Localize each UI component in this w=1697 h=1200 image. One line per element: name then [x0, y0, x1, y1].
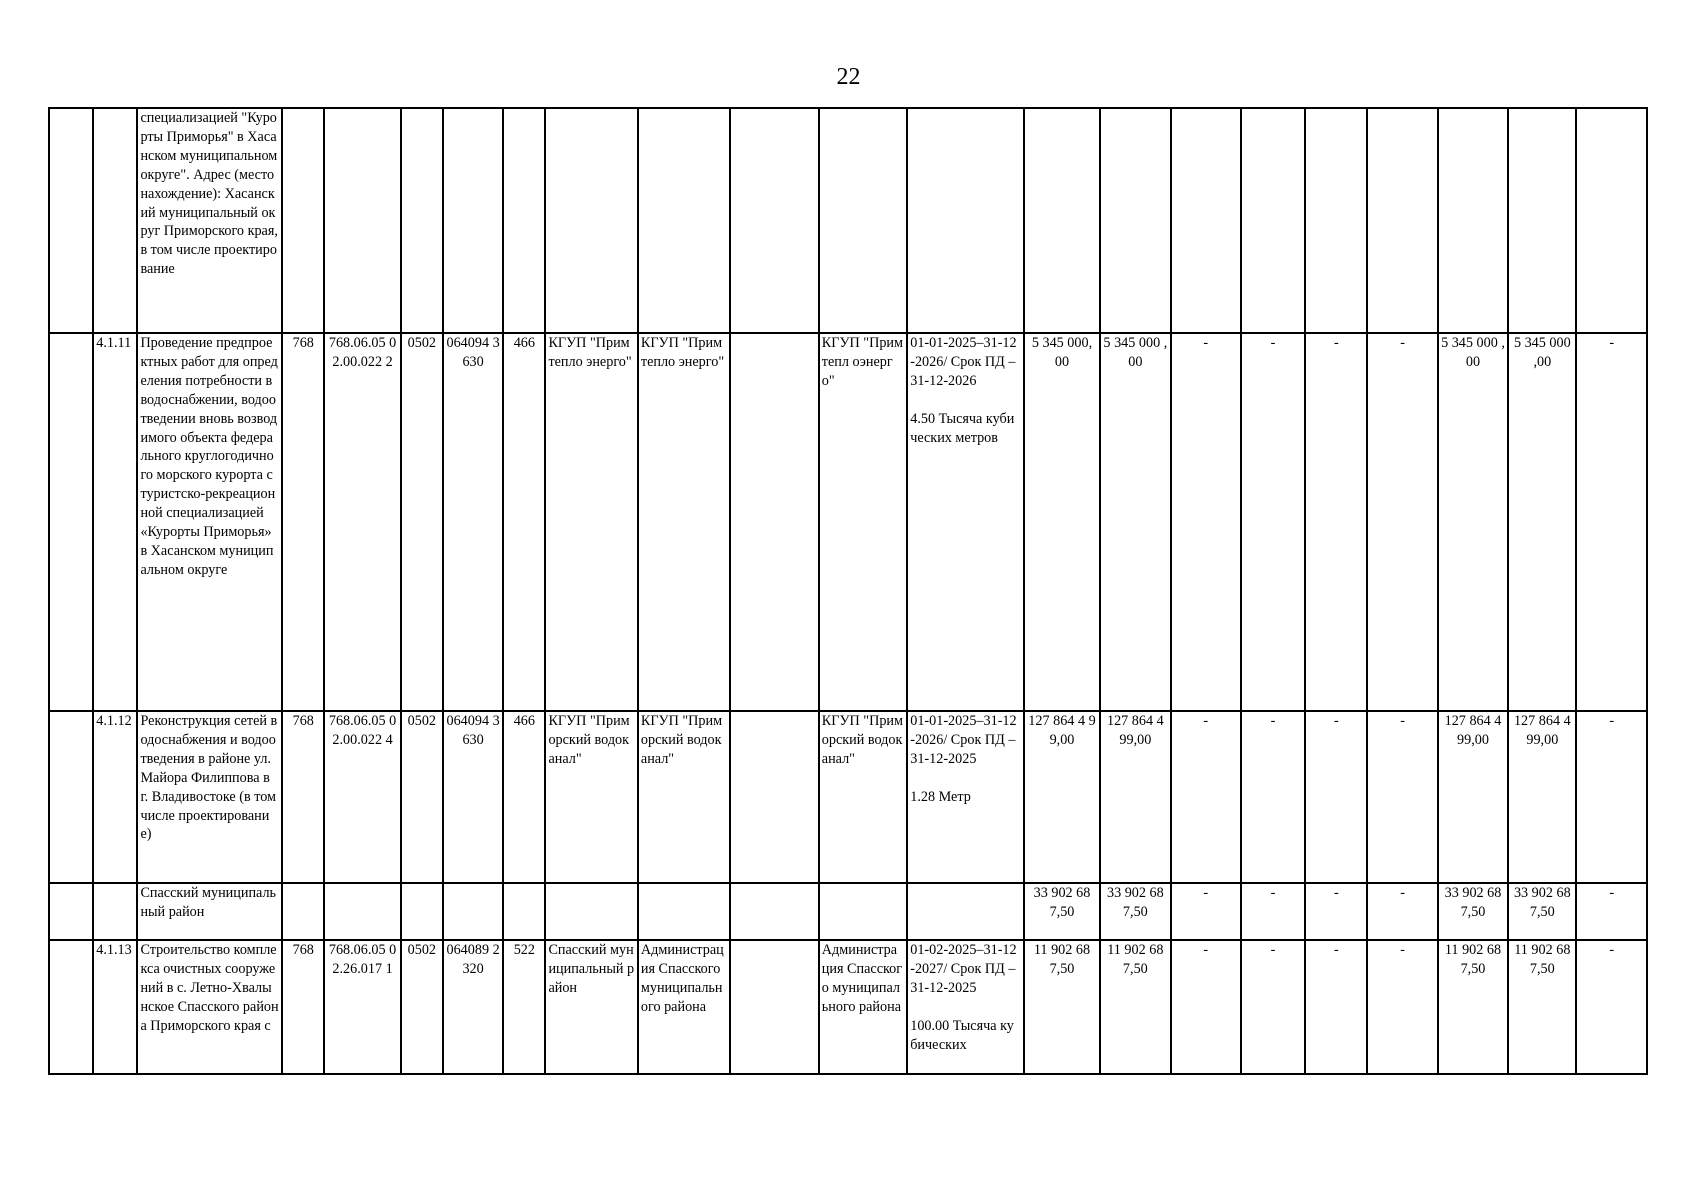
section-code: 0502 — [401, 333, 443, 711]
recipient — [545, 108, 637, 333]
customer: КГУП "Примтепло энерго" — [638, 333, 730, 711]
value-cell: - — [1576, 883, 1647, 940]
measure-name: Проведение предпроектных работ для определения потребности в водоснабжении, водоотведении вновь возводимого объекта федерального круглогодичного морского курорта с туристско-рекреационной специализацией «Курорты Приморья» в Хасанском муниципальном округе — [137, 333, 282, 711]
customer: КГУП "Приморский водоканал" — [638, 711, 730, 883]
measure-name: Строительство комплекса очистных сооружений в с. Летно-Хвалынское Спасского района Приморского края с — [137, 940, 282, 1074]
page-number: 22 — [836, 64, 861, 90]
program-table — [48, 107, 1648, 1075]
total-cost: 33 902 68 7,50 — [1024, 883, 1100, 940]
developer: КГУП "Приморский водоканал" — [819, 711, 907, 883]
recipient: КГУП "Примтепло энерго" — [545, 333, 637, 711]
value-cell: - — [1241, 333, 1305, 711]
extra-cell — [730, 940, 818, 1074]
value-cell — [1508, 108, 1576, 333]
terms-capacity: 01-02-2025–31-12-2027/ Срок ПД – 31-12-2025 100.00 Тысяча кубических — [907, 940, 1024, 1074]
value-cell: - — [1367, 883, 1437, 940]
expense-type: 466 — [503, 333, 545, 711]
value-cell: - — [1171, 940, 1241, 1074]
row-blank-cell — [49, 108, 93, 333]
row-blank-cell — [49, 940, 93, 1074]
target-article — [443, 883, 503, 940]
row-number: 4.1.12 — [93, 711, 137, 883]
section-code — [401, 108, 443, 333]
cost-value: 127 864 4 99,00 — [1100, 711, 1170, 883]
value-cell: 11 902 68 7,50 — [1438, 940, 1508, 1074]
value-cell: - — [1171, 883, 1241, 940]
value-cell: - — [1305, 940, 1367, 1074]
developer — [819, 108, 907, 333]
target-article: 064094 3630 — [443, 333, 503, 711]
value-cell: - — [1171, 711, 1241, 883]
expense-type — [503, 108, 545, 333]
expense-type: 466 — [503, 711, 545, 883]
target-article: 064089 2320 — [443, 940, 503, 1074]
value-cell: 11 902 68 7,50 — [1508, 940, 1576, 1074]
grbs-code — [282, 108, 324, 333]
value-cell: 33 902 68 7,50 — [1508, 883, 1576, 940]
value-cell — [1241, 108, 1305, 333]
row-number: 4.1.13 — [93, 940, 137, 1074]
expense-type — [503, 883, 545, 940]
value-cell: 5 345 000 ,00 — [1508, 333, 1576, 711]
recipient: КГУП "Приморский водоканал" — [545, 711, 637, 883]
total-cost — [1024, 108, 1100, 333]
extra-cell — [730, 711, 818, 883]
value-cell: - — [1305, 333, 1367, 711]
measure-name: Реконструкция сетей водоснабжения и водоотведения в районе ул. Майора Филиппова в г. Владивостоке (в том числе проектирование) — [137, 711, 282, 883]
value-cell: - — [1576, 333, 1647, 711]
value-cell — [1305, 108, 1367, 333]
developer — [819, 883, 907, 940]
object-code: 768.06.05 02.26.017 1 — [324, 940, 400, 1074]
table-row — [49, 333, 1647, 711]
value-cell: 33 902 68 7,50 — [1438, 883, 1508, 940]
cost-value: 11 902 68 7,50 — [1100, 940, 1170, 1074]
value-cell: 127 864 4 99,00 — [1438, 711, 1508, 883]
terms-capacity — [907, 883, 1024, 940]
section-code: 0502 — [401, 940, 443, 1074]
value-cell: - — [1367, 940, 1437, 1074]
recipient — [545, 883, 637, 940]
customer — [638, 108, 730, 333]
value-cell: - — [1171, 333, 1241, 711]
value-cell: 5 345 000 ,00 — [1438, 333, 1508, 711]
value-cell: - — [1241, 711, 1305, 883]
developer: КГУП "Примтепл оэнерго" — [819, 333, 907, 711]
row-number — [93, 108, 137, 333]
customer — [638, 883, 730, 940]
object-code: 768.06.05 02.00.022 2 — [324, 333, 400, 711]
cost-value: 5 345 000 ,00 — [1100, 333, 1170, 711]
total-cost: 127 864 4 99,00 — [1024, 711, 1100, 883]
target-article: 064094 3630 — [443, 711, 503, 883]
value-cell: 127 864 4 99,00 — [1508, 711, 1576, 883]
target-article — [443, 108, 503, 333]
terms-capacity — [907, 108, 1024, 333]
row-blank-cell — [49, 883, 93, 940]
customer: Администрация Спасского муниципального района — [638, 940, 730, 1074]
total-cost: 5 345 000, 00 — [1024, 333, 1100, 711]
value-cell: - — [1305, 883, 1367, 940]
object-code: 768.06.05 02.00.022 4 — [324, 711, 400, 883]
grbs-code: 768 — [282, 711, 324, 883]
value-cell — [1438, 108, 1508, 333]
grbs-code: 768 — [282, 333, 324, 711]
section-code — [401, 883, 443, 940]
section-code: 0502 — [401, 711, 443, 883]
table-row — [49, 108, 1647, 333]
table-row — [49, 711, 1647, 883]
cost-value: 33 902 68 7,50 — [1100, 883, 1170, 940]
object-code — [324, 883, 400, 940]
table-row — [49, 883, 1647, 940]
extra-cell — [730, 333, 818, 711]
table-row — [49, 940, 1647, 1074]
row-number: 4.1.11 — [93, 333, 137, 711]
value-cell: - — [1576, 711, 1647, 883]
cost-value — [1100, 108, 1170, 333]
measure-name: Спасский муниципальный район — [137, 883, 282, 940]
extra-cell — [730, 883, 818, 940]
recipient: Спасский муниципальный район — [545, 940, 637, 1074]
measure-name: специализацией "Курорты Приморья" в Хасанском муниципальном округе". Адрес (местонахождение): Хасанский муниципальный округ Приморского края, в том числе проектирование — [137, 108, 282, 333]
grbs-code: 768 — [282, 940, 324, 1074]
expense-type: 522 — [503, 940, 545, 1074]
terms-capacity: 01-01-2025–31-12-2026/ Срок ПД – 31-12-2026 4.50 Тысяча кубических метров — [907, 333, 1024, 711]
developer: Администрация Спасского муниципального района — [819, 940, 907, 1074]
terms-capacity: 01-01-2025–31-12-2026/ Срок ПД – 31-12-2025 1.28 Метр — [907, 711, 1024, 883]
value-cell — [1367, 108, 1437, 333]
row-blank-cell — [49, 711, 93, 883]
object-code — [324, 108, 400, 333]
extra-cell — [730, 108, 818, 333]
row-blank-cell — [49, 333, 93, 711]
value-cell: - — [1241, 940, 1305, 1074]
value-cell: - — [1367, 711, 1437, 883]
total-cost: 11 902 68 7,50 — [1024, 940, 1100, 1074]
grbs-code — [282, 883, 324, 940]
value-cell: - — [1367, 333, 1437, 711]
value-cell: - — [1241, 883, 1305, 940]
value-cell: - — [1576, 940, 1647, 1074]
row-number — [93, 883, 137, 940]
value-cell — [1576, 108, 1647, 333]
value-cell — [1171, 108, 1241, 333]
value-cell: - — [1305, 711, 1367, 883]
